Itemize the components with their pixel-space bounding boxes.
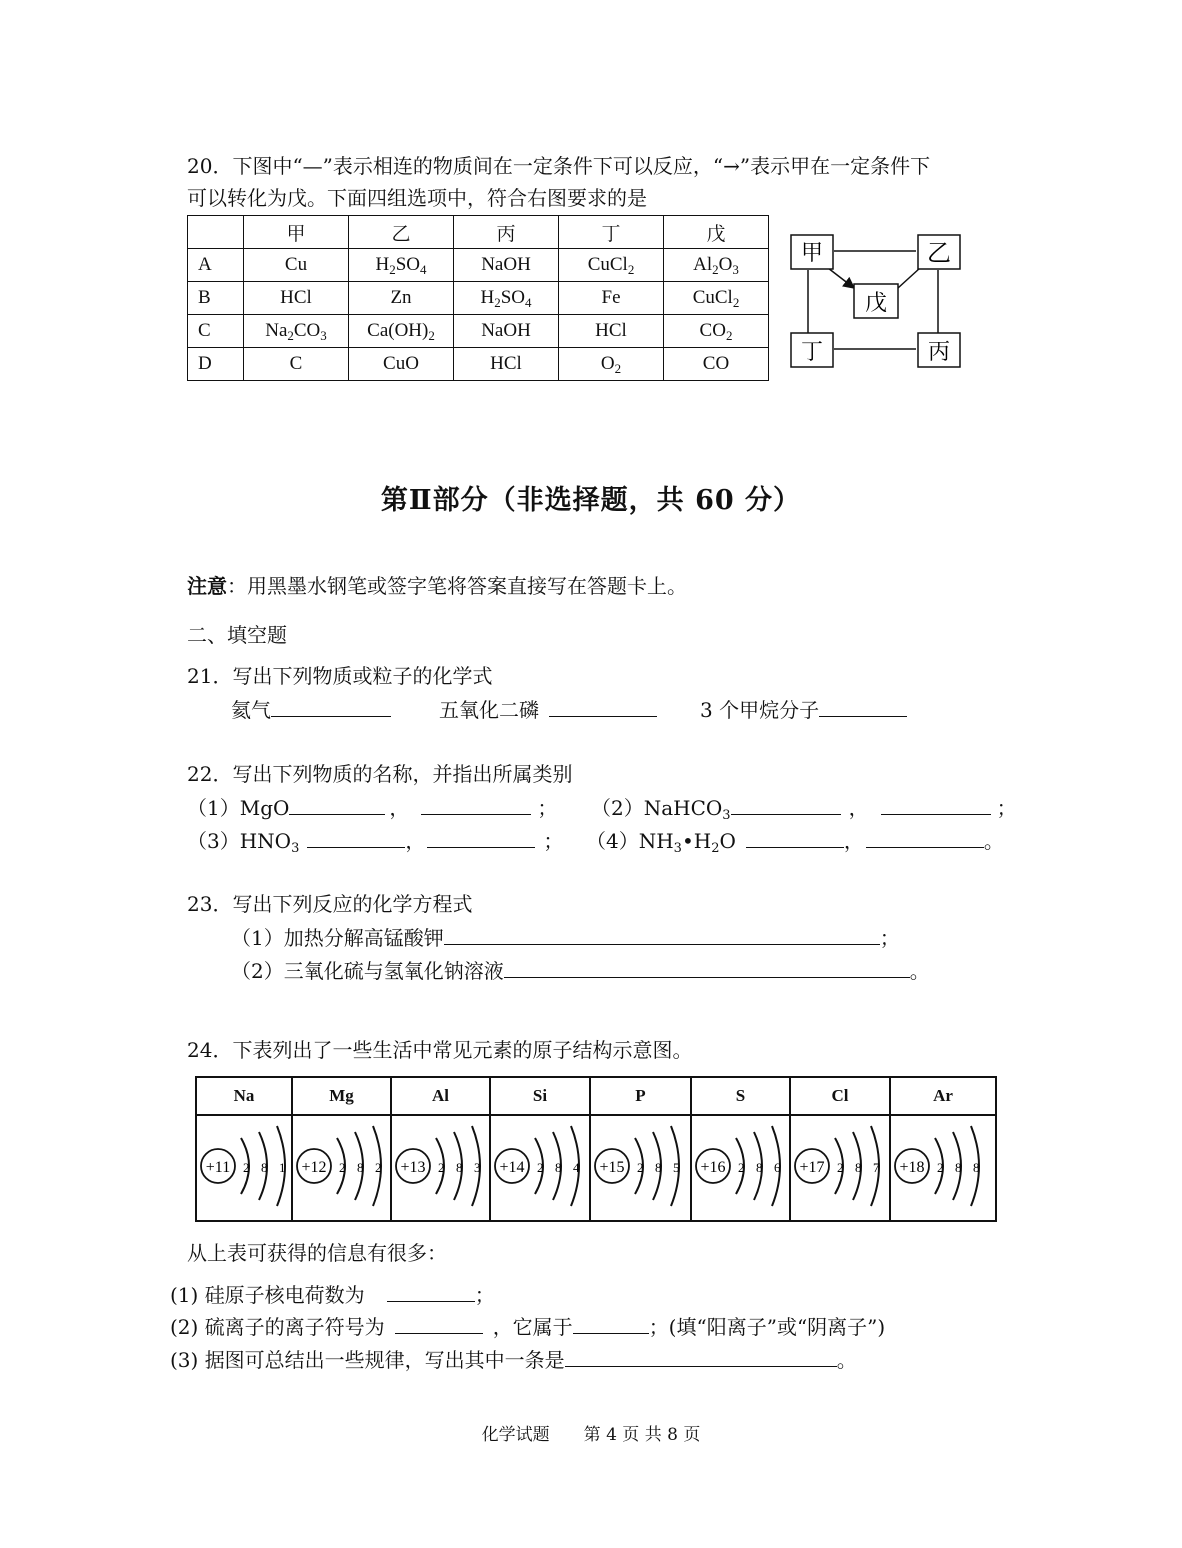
answer-blank[interactable] <box>427 825 535 848</box>
element-symbol: Ar <box>890 1077 996 1115</box>
table-cell: HCl <box>559 315 664 348</box>
table-row <box>188 315 769 348</box>
q22-item-label: （4）NH <box>586 829 674 853</box>
table-cell: CuCl$_2$ <box>559 249 664 282</box>
q21-item-3 <box>700 694 907 725</box>
punct: ； <box>474 1283 495 1307</box>
q23-title: 23．写出下列反应的化学方程式 <box>187 892 473 916</box>
atomic-structure-table <box>195 1076 997 1222</box>
punct: ； <box>543 829 564 853</box>
answer-blank[interactable] <box>271 694 391 717</box>
node-ding: 丁 <box>800 340 824 365</box>
table-cell: C <box>244 348 349 381</box>
atom-diagram <box>791 1116 889 1216</box>
q24-intro: 从上表可获得的信息有很多： <box>187 1241 447 1265</box>
shell-electron-count: 2 <box>243 1160 250 1175</box>
subscript: 2 <box>711 841 720 856</box>
shell-electron-count: 2 <box>738 1160 745 1175</box>
link-yi-wu <box>898 268 920 288</box>
q22-item-label: （1）MgO <box>187 796 290 820</box>
nucleus-charge: +18 <box>899 1159 925 1176</box>
shell-electron-count: 3 <box>474 1160 481 1175</box>
q22-item-1 <box>187 792 557 823</box>
answer-blank[interactable] <box>504 955 910 978</box>
notice-text: ：用黑墨水钢笔或签字笔将答案直接写在答题卡上。 <box>227 574 687 598</box>
nucleus-charge: +14 <box>499 1159 525 1176</box>
shell-electron-count: 2 <box>375 1160 382 1175</box>
table-cell: $Al_2O_3$ <box>664 249 769 282</box>
q20-line2: 可以转化为戊。下面四组选项中，符合右图要求的是 <box>187 186 647 210</box>
punct: ； <box>996 796 1017 820</box>
table-cell: NaOH <box>454 315 559 348</box>
q22-item-label: •H <box>681 829 712 853</box>
element-symbol: Mg <box>292 1077 391 1115</box>
nucleus-charge: +13 <box>400 1159 426 1176</box>
punct: ， <box>848 796 869 820</box>
answer-blank[interactable] <box>866 825 984 848</box>
punct: 。 <box>983 829 1004 853</box>
punct: ， <box>843 829 864 853</box>
nucleus-charge: +17 <box>799 1159 825 1176</box>
punct: ； <box>879 926 900 950</box>
answer-blank[interactable] <box>395 1311 483 1334</box>
punct: 。 <box>836 1348 857 1372</box>
table-cell: $Na_2CO_3$ <box>244 315 349 348</box>
punct: 。 <box>909 959 930 983</box>
q22-item-label: （2）NaHCO <box>591 796 723 820</box>
answer-blank[interactable] <box>444 922 880 945</box>
table-cell: $O_2$ <box>559 348 664 381</box>
atomic-diagram-cell <box>490 1115 590 1221</box>
shell-electron-count: 8 <box>655 1160 662 1175</box>
nucleus-charge: +15 <box>599 1159 625 1176</box>
atom-diagram <box>392 1116 489 1216</box>
shell-electron-count: 7 <box>873 1160 880 1175</box>
q24-sub-2 <box>170 1311 885 1342</box>
q20-line1: 20．下图中“—”表示相连的物质间在一定条件下可以反应，“→”表示甲在一定条件下 <box>187 154 931 178</box>
table-header-cell: 丁 <box>559 216 664 249</box>
shell-electron-count: 8 <box>756 1160 763 1175</box>
atomic-diagram-cell <box>292 1115 391 1221</box>
page-footer: 化学试题 第 4 页 共 8 页 <box>481 1425 701 1445</box>
table-header-cell <box>188 216 244 249</box>
table-cell: $H_2SO_4$ <box>454 282 559 315</box>
q23-item-2 <box>231 955 930 986</box>
table-row <box>188 282 769 315</box>
q24-sub-1 <box>170 1279 495 1310</box>
answer-blank[interactable] <box>746 825 844 848</box>
shell-electron-count: 2 <box>339 1160 346 1175</box>
q24-sub-label: ；(填“阳离子”或“阴离子”) <box>648 1315 886 1339</box>
table-cell: $CO_2$ <box>664 315 769 348</box>
atomic-diagram-cell <box>391 1115 490 1221</box>
element-symbol: Cl <box>790 1077 890 1115</box>
q22-item-4 <box>586 825 1004 856</box>
section-title: 第Ⅱ部分（非选择题，共 60 分） <box>380 485 802 516</box>
atom-diagram <box>591 1116 690 1216</box>
table-cell: Cu <box>244 249 349 282</box>
table-row <box>188 348 769 381</box>
table-header-cell: 戊 <box>664 216 769 249</box>
answer-blank[interactable] <box>819 694 907 717</box>
node-wu: 戊 <box>864 291 888 316</box>
table-header-cell: 甲 <box>244 216 349 249</box>
punct: ， <box>389 796 410 820</box>
shell-electron-count: 6 <box>774 1160 781 1175</box>
q24-sub-3 <box>170 1344 857 1375</box>
q21-item-label: 3 个甲烷分子 <box>700 698 820 722</box>
atomic-diagram-cell <box>790 1115 890 1221</box>
shell-electron-count: 2 <box>937 1160 944 1175</box>
table-header-cell: 丙 <box>454 216 559 249</box>
shell-electron-count: 8 <box>555 1160 562 1175</box>
q23-item-1 <box>231 922 900 953</box>
shell-electron-count: 2 <box>537 1160 544 1175</box>
shell-electron-count: 8 <box>456 1160 463 1175</box>
answer-blank[interactable] <box>289 792 385 815</box>
q22-item-2 <box>591 792 1017 823</box>
shell-electron-count: 2 <box>637 1160 644 1175</box>
element-symbol: S <box>691 1077 790 1115</box>
notice-label: 注意 <box>187 574 227 598</box>
option-label: B <box>188 282 244 315</box>
option-label: D <box>188 348 244 381</box>
table-cell: $Ca(OH)_2$ <box>349 315 454 348</box>
table-cell: NaOH <box>454 249 559 282</box>
q20-relation-diagram <box>786 230 966 370</box>
shell-electron-count: 4 <box>573 1160 580 1175</box>
shell-electron-count: 8 <box>357 1160 364 1175</box>
option-label: A <box>188 249 244 282</box>
table-cell: Zn <box>349 282 454 315</box>
atomic-diagram-cell <box>890 1115 996 1221</box>
node-jia: 甲 <box>800 241 824 266</box>
table-cell: CO <box>664 348 769 381</box>
q24-sub-label: (1) 硅原子核电荷数为 <box>170 1283 365 1307</box>
atomic-diagram-cell <box>196 1115 292 1221</box>
q22-item-label: O <box>719 829 736 853</box>
subscript: 3 <box>673 841 682 856</box>
shell-electron-count: 1 <box>279 1160 286 1175</box>
element-symbol: Al <box>391 1077 490 1115</box>
shell-electron-count: 8 <box>973 1160 980 1175</box>
q23-item-label: （2）三氧化硫与氢氧化钠溶液 <box>231 959 504 983</box>
q21-item-label: 氦气 <box>231 698 271 722</box>
atomic-diagram-cell <box>590 1115 691 1221</box>
atom-diagram <box>491 1116 589 1216</box>
table-header-cell: 乙 <box>349 216 454 249</box>
q21-item-2 <box>439 694 657 725</box>
punct: ； <box>537 796 558 820</box>
q22-item-3 <box>187 825 563 856</box>
q22-title: 22．写出下列物质的名称，并指出所属类别 <box>187 762 573 786</box>
atomic-diagram-cell <box>691 1115 790 1221</box>
element-symbol: Si <box>490 1077 590 1115</box>
table-cell: CuCl$_2$ <box>664 282 769 315</box>
element-symbol-row <box>196 1077 996 1115</box>
answer-blank[interactable] <box>573 1311 649 1334</box>
table-cell: Fe <box>559 282 664 315</box>
answer-blank[interactable] <box>307 825 405 848</box>
table-header-row <box>188 216 769 249</box>
atom-diagram <box>692 1116 789 1216</box>
nucleus-charge: +16 <box>700 1159 726 1176</box>
shell-electron-count: 8 <box>855 1160 862 1175</box>
atom-diagram <box>197 1116 291 1216</box>
q21-title: 21．写出下列物质或粒子的化学式 <box>187 664 493 688</box>
table-cell: CuO <box>349 348 454 381</box>
part-heading: 二、填空题 <box>187 623 287 647</box>
q20-options-table <box>187 215 769 381</box>
shell-electron-count: 2 <box>438 1160 445 1175</box>
atom-diagram <box>891 1116 995 1216</box>
answer-blank[interactable] <box>421 792 531 815</box>
q24-title: 24．下表列出了一些生活中常见元素的原子结构示意图。 <box>187 1038 693 1062</box>
subscript: 3 <box>722 808 731 823</box>
table-row <box>188 249 769 282</box>
q24-sub-label: (2) 硫离子的离子符号为 <box>170 1315 385 1339</box>
shell-electron-count: 8 <box>261 1160 268 1175</box>
shell-electron-count: 2 <box>837 1160 844 1175</box>
answer-blank[interactable] <box>881 792 991 815</box>
q23-item-label: （1）加热分解高锰酸钾 <box>231 926 444 950</box>
element-symbol: Na <box>196 1077 292 1115</box>
option-label: C <box>188 315 244 348</box>
answer-blank[interactable] <box>731 792 841 815</box>
q21-item-label: 五氧化二磷 <box>439 698 539 722</box>
subscript: 3 <box>291 841 300 856</box>
nucleus-charge: +11 <box>205 1159 231 1176</box>
node-bing: 丙 <box>927 340 951 365</box>
q24-sub-label: (3) 据图可总结出一些规律，写出其中一条是 <box>170 1348 565 1372</box>
q22-item-label: （3）HNO <box>187 829 292 853</box>
q21-item-1 <box>231 694 391 725</box>
answer-blank[interactable] <box>387 1279 475 1302</box>
shell-electron-count: 5 <box>673 1160 680 1175</box>
element-symbol: P <box>590 1077 691 1115</box>
table-cell: $H_2SO_4$ <box>349 249 454 282</box>
atomic-diagram-row <box>196 1115 996 1221</box>
table-cell: HCl <box>244 282 349 315</box>
notice <box>187 571 687 601</box>
shell-electron-count: 8 <box>955 1160 962 1175</box>
atom-diagram <box>293 1116 390 1216</box>
node-yi: 乙 <box>927 239 951 267</box>
answer-blank[interactable] <box>565 1344 837 1367</box>
arrow-jia-wu <box>828 268 854 288</box>
nucleus-charge: +12 <box>301 1159 327 1176</box>
answer-blank[interactable] <box>549 694 657 717</box>
table-cell: HCl <box>454 348 559 381</box>
q24-sub-label: ，它属于 <box>492 1315 573 1339</box>
punct: ， <box>405 829 426 853</box>
